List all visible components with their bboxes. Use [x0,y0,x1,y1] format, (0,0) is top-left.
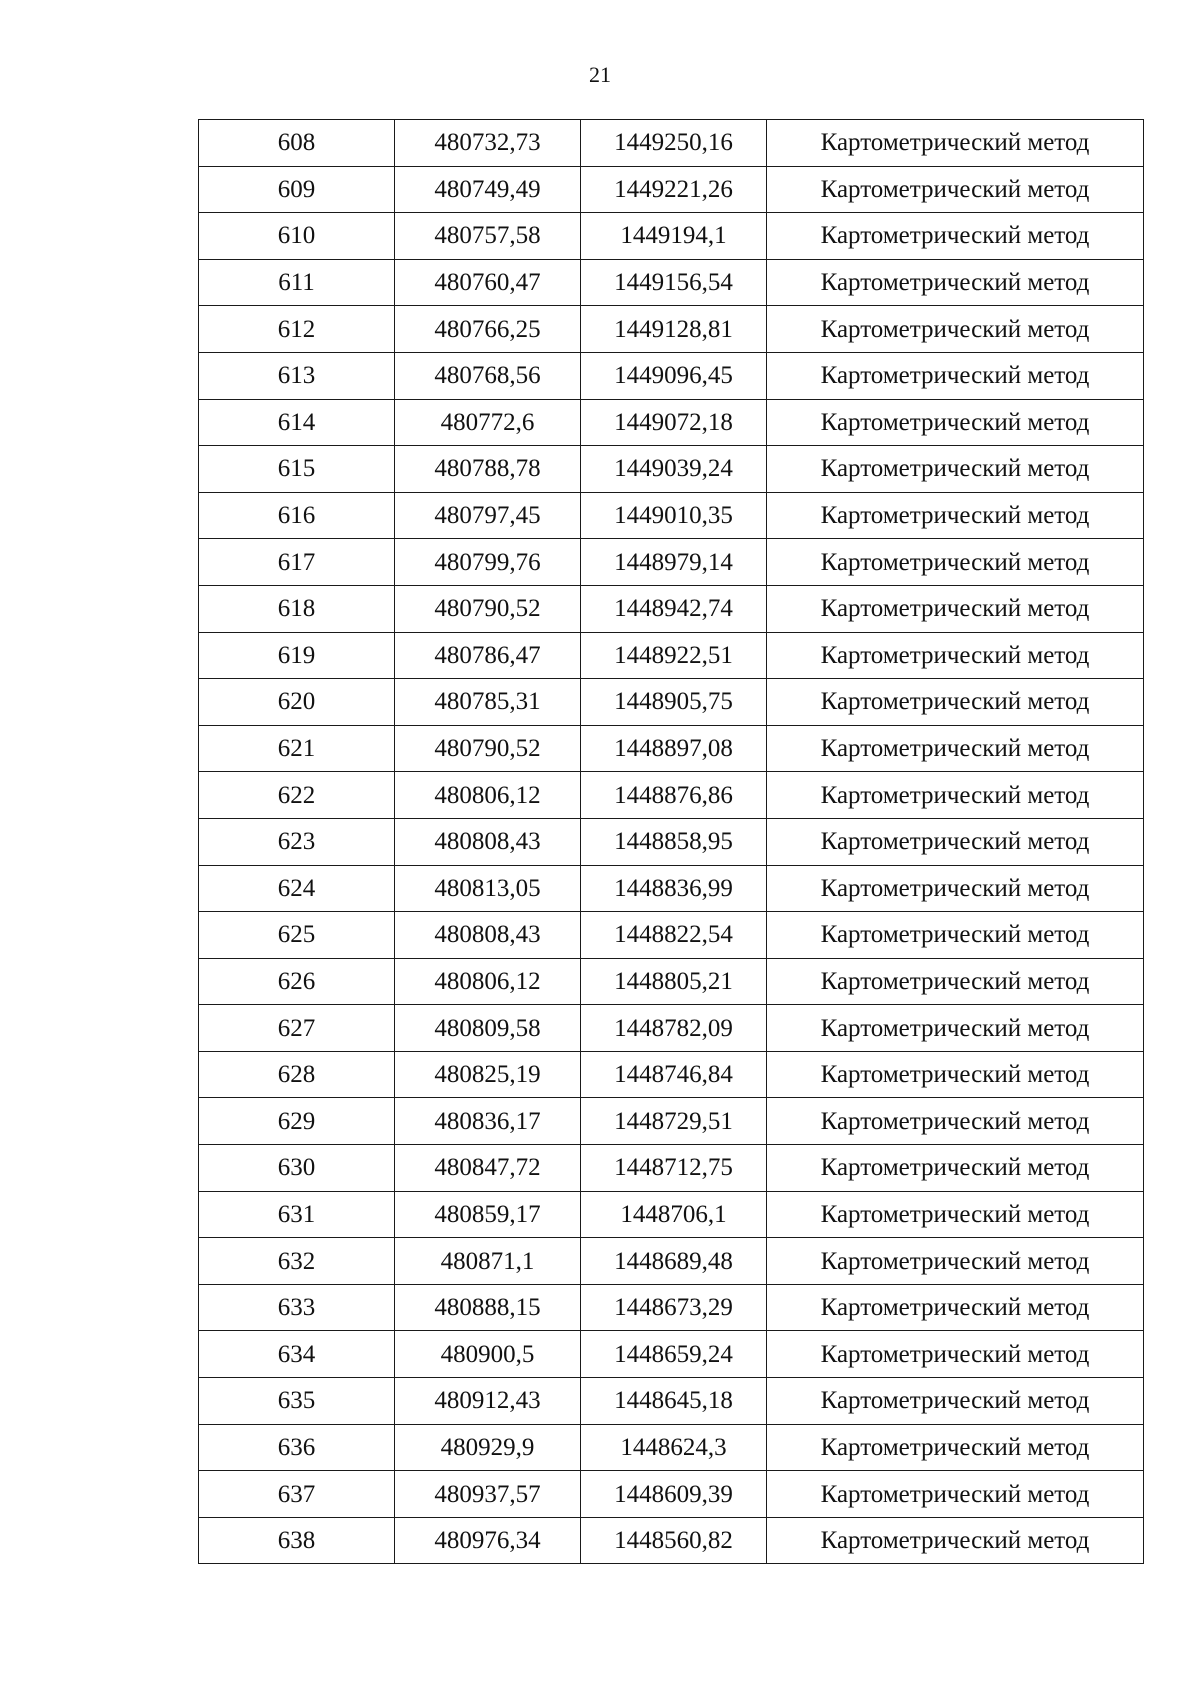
y-coordinate-cell: 1449156,54 [581,259,767,306]
point-number-cell: 613 [199,352,395,399]
method-cell: Картометрический метод [767,632,1144,679]
y-coordinate-cell: 1449096,45 [581,352,767,399]
y-coordinate-cell: 1448822,54 [581,912,767,959]
point-number-cell: 611 [199,259,395,306]
page-number: 21 [589,62,611,87]
method-cell: Картометрический метод [767,1424,1144,1471]
method-cell: Картометрический метод [767,399,1144,446]
table-row [199,1517,1144,1564]
point-number-cell: 617 [199,539,395,586]
x-coordinate-cell: 480813,05 [395,865,581,912]
point-number-cell: 638 [199,1517,395,1564]
table-row [199,492,1144,539]
y-coordinate-cell: 1449250,16 [581,120,767,167]
y-coordinate-cell: 1449128,81 [581,306,767,353]
x-coordinate-cell: 480859,17 [395,1191,581,1238]
y-coordinate-cell: 1448942,74 [581,585,767,632]
x-coordinate-cell: 480976,34 [395,1517,581,1564]
y-coordinate-cell: 1448782,09 [581,1005,767,1052]
method-cell: Картометрический метод [767,818,1144,865]
point-number-cell: 628 [199,1051,395,1098]
y-coordinate-cell: 1448729,51 [581,1098,767,1145]
y-coordinate-cell: 1448979,14 [581,539,767,586]
table-row [199,446,1144,493]
method-cell: Картометрический метод [767,352,1144,399]
table-row [199,166,1144,213]
x-coordinate-cell: 480790,52 [395,585,581,632]
method-cell: Картометрический метод [767,1098,1144,1145]
method-cell: Картометрический метод [767,492,1144,539]
y-coordinate-cell: 1449010,35 [581,492,767,539]
point-number-cell: 625 [199,912,395,959]
method-cell: Картометрический метод [767,912,1144,959]
table-row [199,1005,1144,1052]
method-cell: Картометрический метод [767,446,1144,493]
method-cell: Картометрический метод [767,1471,1144,1518]
x-coordinate-cell: 480809,58 [395,1005,581,1052]
point-number-cell: 637 [199,1471,395,1518]
table-row [199,213,1144,260]
x-coordinate-cell: 480799,76 [395,539,581,586]
table-row [199,1378,1144,1425]
y-coordinate-cell: 1448876,86 [581,772,767,819]
x-coordinate-cell: 480766,25 [395,306,581,353]
y-coordinate-cell: 1448673,29 [581,1284,767,1331]
method-cell: Картометрический метод [767,1145,1144,1192]
y-coordinate-cell: 1449194,1 [581,213,767,260]
x-coordinate-cell: 480808,43 [395,818,581,865]
y-coordinate-cell: 1448905,75 [581,679,767,726]
table-row [199,1098,1144,1145]
table-row [199,1331,1144,1378]
table-row [199,1471,1144,1518]
x-coordinate-cell: 480732,73 [395,120,581,167]
x-coordinate-cell: 480825,19 [395,1051,581,1098]
method-cell: Картометрический метод [767,1238,1144,1285]
table-row [199,818,1144,865]
method-cell: Картометрический метод [767,1005,1144,1052]
point-number-cell: 615 [199,446,395,493]
point-number-cell: 634 [199,1331,395,1378]
x-coordinate-cell: 480808,43 [395,912,581,959]
table-row [199,632,1144,679]
method-cell: Картометрический метод [767,1378,1144,1425]
point-number-cell: 614 [199,399,395,446]
y-coordinate-cell: 1448897,08 [581,725,767,772]
table-row [199,585,1144,632]
table-row [199,1145,1144,1192]
table-row [199,306,1144,353]
method-cell: Картометрический метод [767,306,1144,353]
table-row [199,1191,1144,1238]
point-number-cell: 621 [199,725,395,772]
y-coordinate-cell: 1448836,99 [581,865,767,912]
y-coordinate-cell: 1448609,39 [581,1471,767,1518]
x-coordinate-cell: 480768,56 [395,352,581,399]
method-cell: Картометрический метод [767,539,1144,586]
point-number-cell: 608 [199,120,395,167]
method-cell: Картометрический метод [767,958,1144,1005]
point-number-cell: 619 [199,632,395,679]
y-coordinate-cell: 1448922,51 [581,632,767,679]
y-coordinate-cell: 1448858,95 [581,818,767,865]
point-number-cell: 633 [199,1284,395,1331]
table-row [199,120,1144,167]
point-number-cell: 609 [199,166,395,213]
x-coordinate-cell: 480788,78 [395,446,581,493]
table-row [199,772,1144,819]
point-number-cell: 632 [199,1238,395,1285]
x-coordinate-cell: 480888,15 [395,1284,581,1331]
table-row [199,259,1144,306]
x-coordinate-cell: 480786,47 [395,632,581,679]
x-coordinate-cell: 480772,6 [395,399,581,446]
y-coordinate-cell: 1448560,82 [581,1517,767,1564]
x-coordinate-cell: 480757,58 [395,213,581,260]
table-row [199,1238,1144,1285]
table-row [199,399,1144,446]
point-number-cell: 627 [199,1005,395,1052]
x-coordinate-cell: 480836,17 [395,1098,581,1145]
point-number-cell: 635 [199,1378,395,1425]
method-cell: Картометрический метод [767,259,1144,306]
point-number-cell: 623 [199,818,395,865]
table-row [199,679,1144,726]
y-coordinate-cell: 1448805,21 [581,958,767,1005]
method-cell: Картометрический метод [767,1051,1144,1098]
y-coordinate-cell: 1448706,1 [581,1191,767,1238]
x-coordinate-cell: 480785,31 [395,679,581,726]
point-number-cell: 636 [199,1424,395,1471]
method-cell: Картометрический метод [767,166,1144,213]
x-coordinate-cell: 480847,72 [395,1145,581,1192]
x-coordinate-cell: 480760,47 [395,259,581,306]
point-number-cell: 610 [199,213,395,260]
method-cell: Картометрический метод [767,772,1144,819]
coordinates-table [198,119,1144,1564]
y-coordinate-cell: 1449039,24 [581,446,767,493]
point-number-cell: 620 [199,679,395,726]
x-coordinate-cell: 480900,5 [395,1331,581,1378]
method-cell: Картометрический метод [767,1284,1144,1331]
method-cell: Картометрический метод [767,1191,1144,1238]
point-number-cell: 622 [199,772,395,819]
table-row [199,1424,1144,1471]
method-cell: Картометрический метод [767,865,1144,912]
method-cell: Картометрический метод [767,1331,1144,1378]
method-cell: Картометрический метод [767,585,1144,632]
y-coordinate-cell: 1448689,48 [581,1238,767,1285]
table-row [199,352,1144,399]
x-coordinate-cell: 480929,9 [395,1424,581,1471]
x-coordinate-cell: 480871,1 [395,1238,581,1285]
point-number-cell: 612 [199,306,395,353]
method-cell: Картометрический метод [767,120,1144,167]
method-cell: Картометрический метод [767,1517,1144,1564]
coordinates-table-body [199,120,1144,1564]
y-coordinate-cell: 1448712,75 [581,1145,767,1192]
table-row [199,539,1144,586]
point-number-cell: 626 [199,958,395,1005]
x-coordinate-cell: 480749,49 [395,166,581,213]
method-cell: Картометрический метод [767,725,1144,772]
x-coordinate-cell: 480797,45 [395,492,581,539]
table-row [199,912,1144,959]
point-number-cell: 618 [199,585,395,632]
point-number-cell: 624 [199,865,395,912]
table-row [199,1284,1144,1331]
x-coordinate-cell: 480912,43 [395,1378,581,1425]
x-coordinate-cell: 480790,52 [395,725,581,772]
point-number-cell: 629 [199,1098,395,1145]
x-coordinate-cell: 480806,12 [395,958,581,1005]
table-row [199,1051,1144,1098]
y-coordinate-cell: 1448659,24 [581,1331,767,1378]
table-row [199,725,1144,772]
point-number-cell: 631 [199,1191,395,1238]
method-cell: Картометрический метод [767,213,1144,260]
x-coordinate-cell: 480937,57 [395,1471,581,1518]
table-row [199,865,1144,912]
y-coordinate-cell: 1449221,26 [581,166,767,213]
x-coordinate-cell: 480806,12 [395,772,581,819]
y-coordinate-cell: 1448645,18 [581,1378,767,1425]
y-coordinate-cell: 1449072,18 [581,399,767,446]
point-number-cell: 616 [199,492,395,539]
table-row [199,958,1144,1005]
y-coordinate-cell: 1448624,3 [581,1424,767,1471]
y-coordinate-cell: 1448746,84 [581,1051,767,1098]
point-number-cell: 630 [199,1145,395,1192]
method-cell: Картометрический метод [767,679,1144,726]
